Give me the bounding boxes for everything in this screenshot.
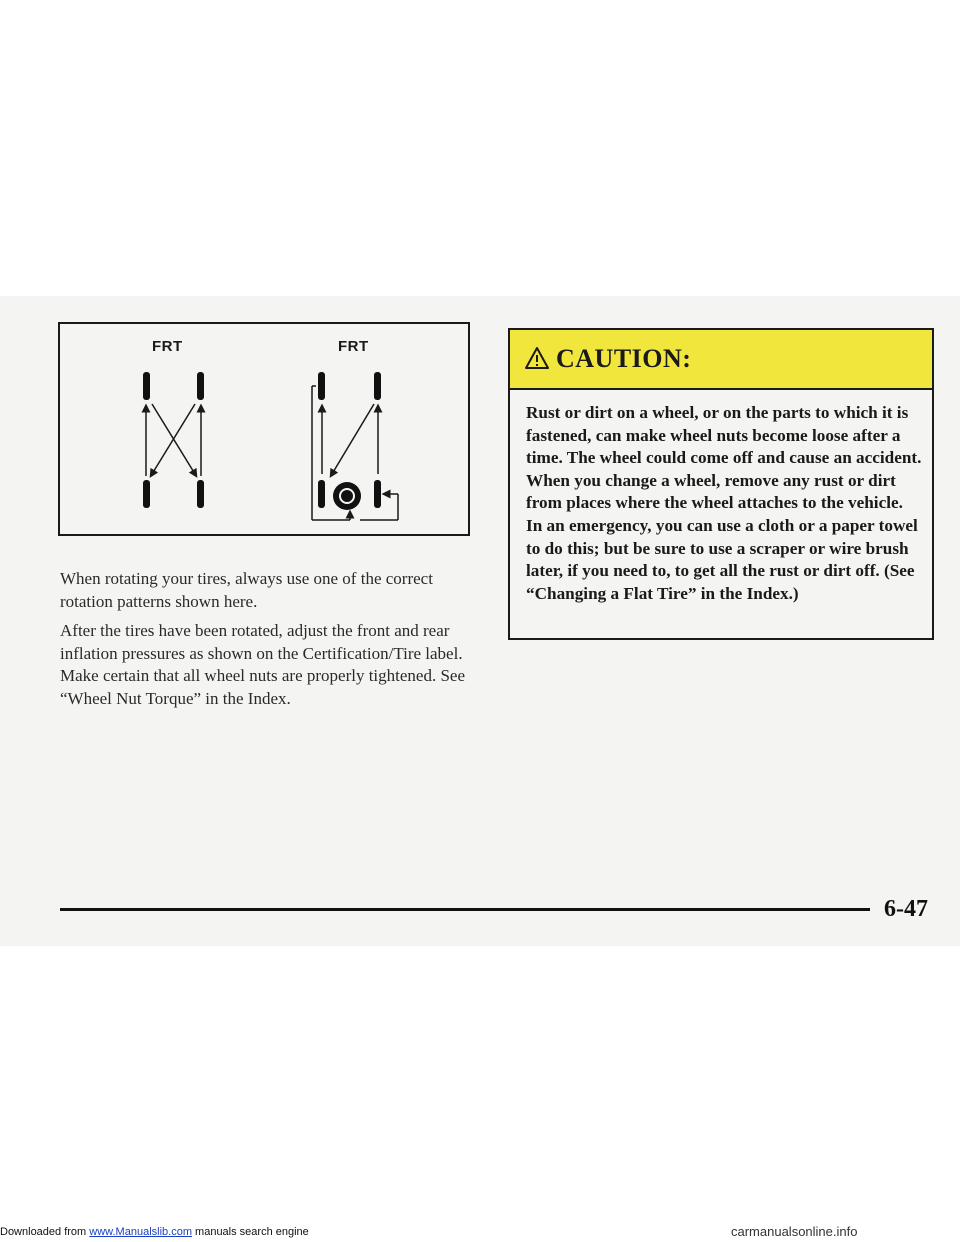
body-paragraph-1: When rotating your tires, always use one of the correct rotation patterns shown here. xyxy=(60,569,433,611)
body-paragraph-2: After the tires have been rotated, adjust the front and rear inflation pressures as shown on the Certification/Tire label. Make certain that all wheel nuts are properly tightened. See “Wheel Nut Torque” in the Index. xyxy=(60,621,466,708)
frt-label-left: FRT xyxy=(152,338,183,355)
download-footer xyxy=(0,1226,309,1238)
footer-suffix: manuals search engine xyxy=(191,1226,309,1238)
footer-rule xyxy=(60,908,870,911)
spare-tire-icon xyxy=(333,482,361,510)
frt-label-right: FRT xyxy=(338,338,369,355)
tire-front-left-2 xyxy=(318,372,325,400)
tire-front-left xyxy=(143,372,150,400)
caution-header xyxy=(510,330,932,390)
spare-pattern xyxy=(312,372,398,520)
tire-front-right-2 xyxy=(374,372,381,400)
footer-prefix: Downloaded from xyxy=(0,1226,90,1238)
tire-rear-right xyxy=(197,480,204,508)
tire-rear-left xyxy=(143,480,150,508)
manualslib-link[interactable]: www.Manualslib.com xyxy=(89,1226,192,1238)
page-number: 6-47 xyxy=(884,896,928,922)
tire-rotation-diagram xyxy=(58,322,470,536)
caution-text: Rust or dirt on a wheel, or on the parts to which it is fastened, can make wheel nuts become loose after a time. The wheel could come off and cause an accident. When you change a wheel, remove any rust or dirt from places where the wheel attaches to the vehicle. In an emergency, you can use a cloth or a paper towel to do this; but be sure to use a scraper or wire brush later, if you need to, to get all the rust or dirt off. (See “Changing a Flat Tire” in the Index.) xyxy=(526,403,922,603)
caution-box xyxy=(508,328,934,640)
tire-rear-left-2 xyxy=(318,480,325,508)
watermark-text: carmanualsonline.info xyxy=(731,1224,858,1239)
warning-triangle-icon xyxy=(524,346,550,370)
caution-title: CAUTION: xyxy=(556,344,692,373)
x-pattern xyxy=(143,372,204,508)
rotation-patterns-graphic xyxy=(60,324,468,534)
tire-rear-right-2 xyxy=(374,480,381,508)
tire-front-right xyxy=(197,372,204,400)
